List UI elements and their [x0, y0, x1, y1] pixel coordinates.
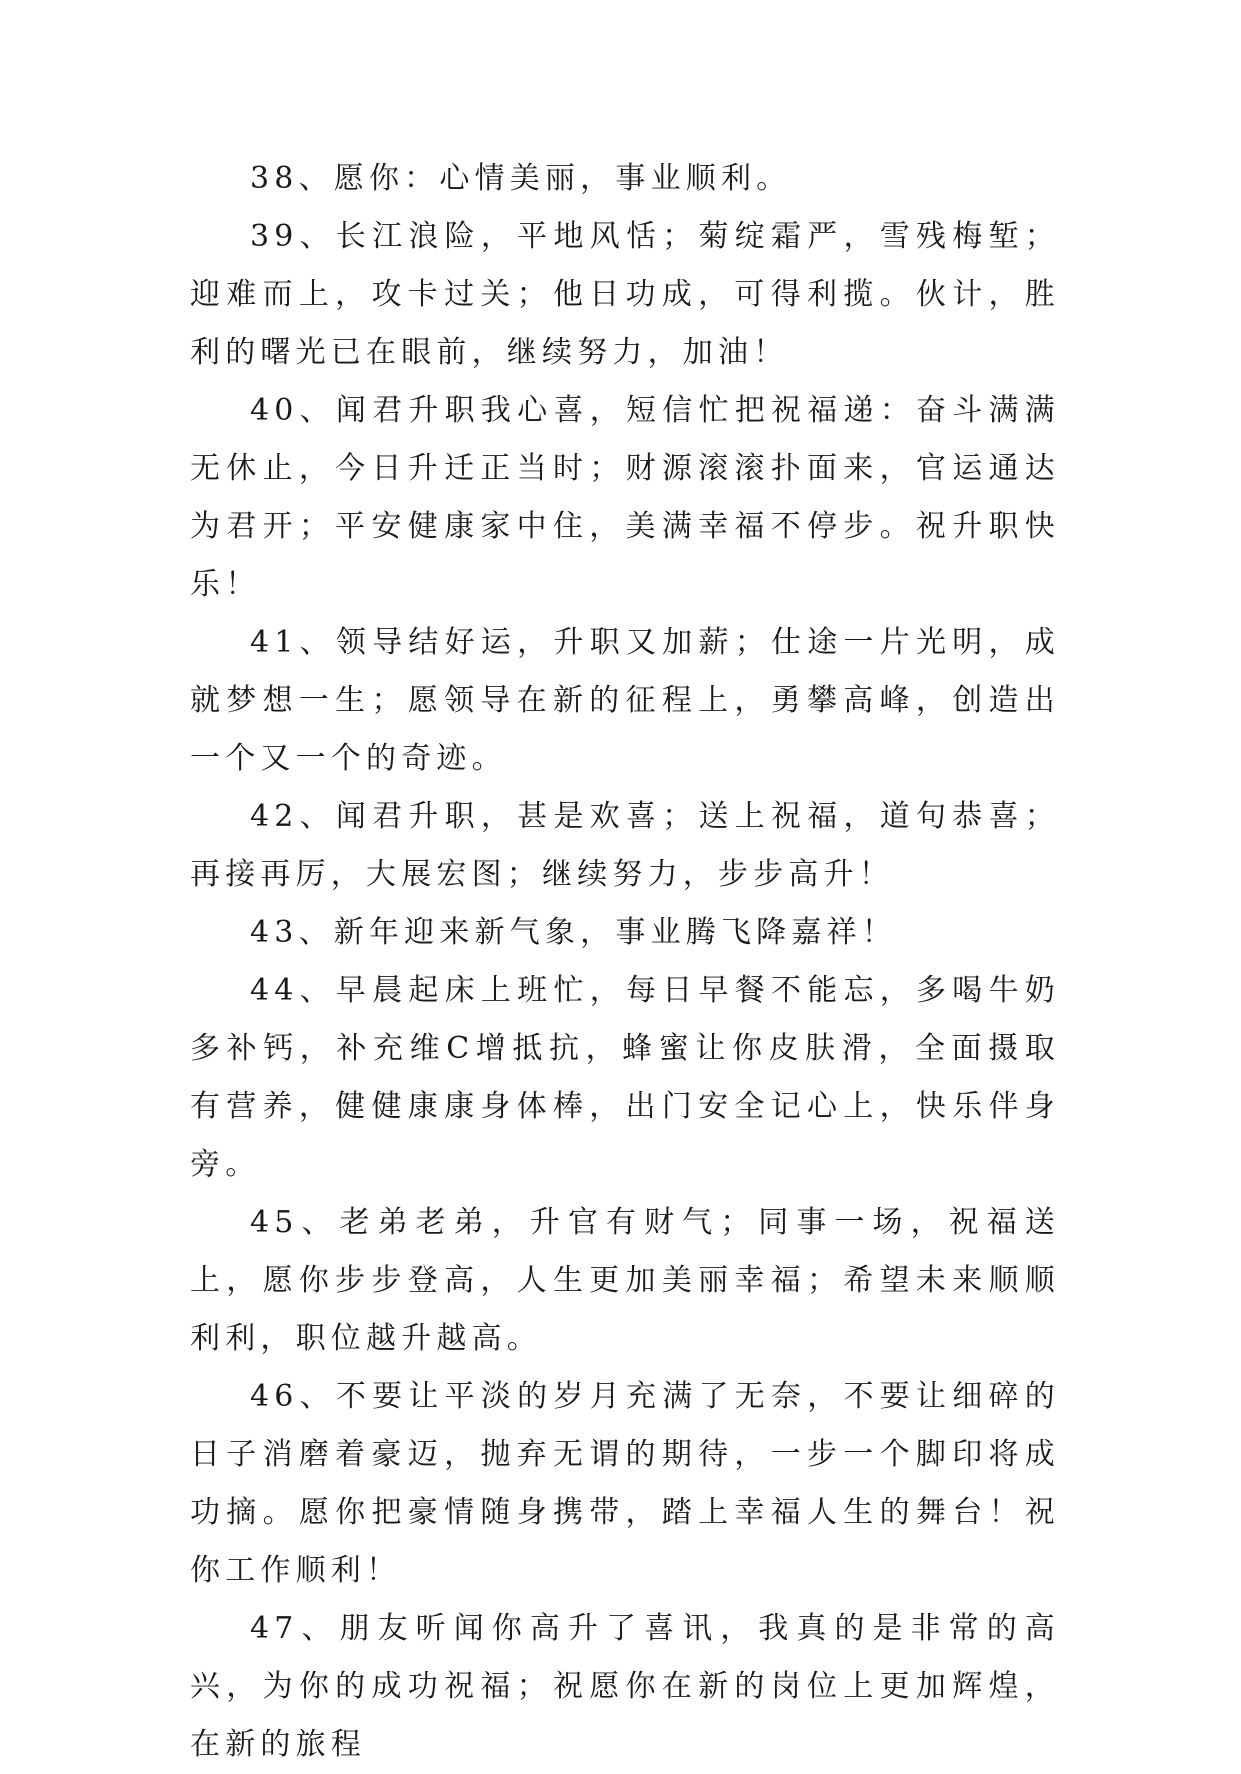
- paragraph-41: 41、领导结好运，升职又加薪；仕途一片光明，成就梦想一生；愿领导在新的征程上，勇攀高峰，创造出一个又一个的奇迹。: [190, 625, 1060, 776]
- paragraph-40: 40、闻君升职我心喜，短信忙把祝福递：奋斗满满无休止，今日升迁正当时；财源滚滚扑面来，官运通达为君开；平安健康家中住，美满幸福不停步。祝升职快乐！: [190, 393, 1060, 602]
- document-body: [190, 150, 1060, 1774]
- paragraph-46: 46、不要让平淡的岁月充满了无奈，不要让细碎的日子消磨着豪迈，抛弃无谓的期待，一步一个脚印将成功摘。愿你把豪情随身携带，踏上幸福人生的舞台！祝你工作顺利！: [190, 1379, 1060, 1588]
- paragraph-42: 42、闻君升职，甚是欢喜；送上祝福，道句恭喜；再接再厉，大展宏图；继续努力，步步高升！: [190, 799, 1060, 892]
- paragraph-44: 44、早晨起床上班忙，每日早餐不能忘，多喝牛奶多补钙，补充维C增抵抗，蜂蜜让你皮肤滑，全面摄取有营养，健健康康身体棒，出门安全记心上，快乐伴身旁。: [190, 973, 1060, 1182]
- paragraph-47: 47、朋友听闻你高升了喜讯，我真的是非常的高兴，为你的成功祝福；祝愿你在新的岗位上更加辉煌，在新的旅程: [190, 1611, 1060, 1762]
- paragraph-45: 45、老弟老弟，升官有财气；同事一场，祝福送上，愿你步步登高，人生更加美丽幸福；希望未来顺顺利利，职位越升越高。: [190, 1205, 1060, 1356]
- paragraph-39: 39、长江浪险，平地风恬；菊绽霜严，雪残梅堑；迎难而上，攻卡过关；他日功成，可得利揽。伙计，胜利的曙光已在眼前，继续努力，加油！: [190, 219, 1060, 370]
- paragraph-43: 43、新年迎来新气象，事业腾飞降嘉祥！: [250, 915, 897, 950]
- paragraph-38: 38、愿你：心情美丽，事业顺利。: [250, 161, 792, 196]
